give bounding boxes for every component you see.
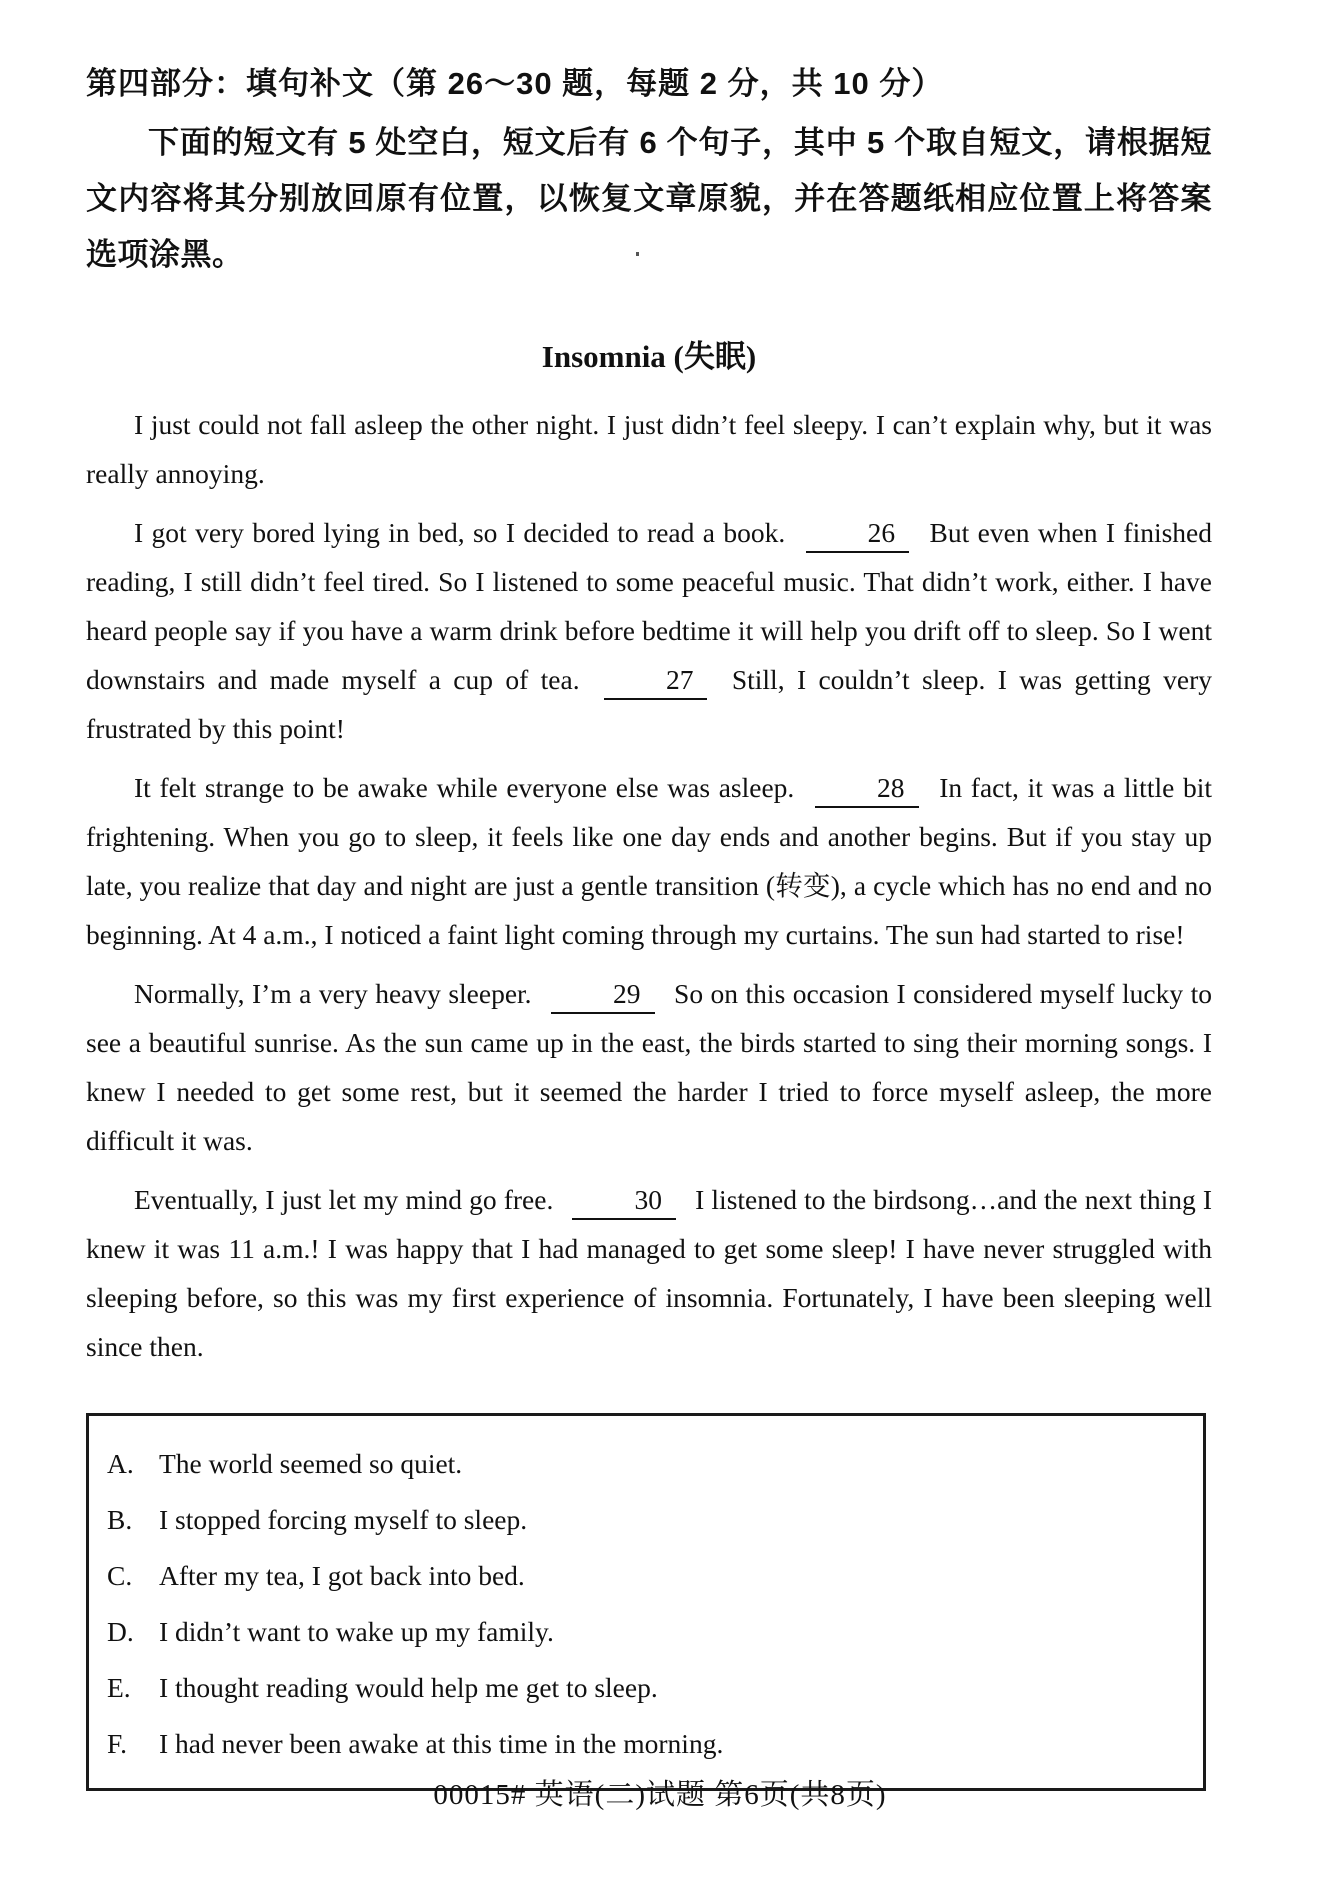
section-instructions: 下面的短文有 5 处空白，短文后有 6 个句子，其中 5 个取自短文，请根据短文内容将其分别放回原有位置，以恢复文章原貌，并在答题纸相应位置上将答案选项涂黑。 xyxy=(86,125,1212,272)
option-sentence: The world seemed so quiet. xyxy=(159,1448,463,1479)
option-letter: B. xyxy=(107,1504,133,1535)
passage-paragraph xyxy=(86,763,1212,959)
answer-blank-27: 27 xyxy=(604,662,708,700)
passage-text: It felt strange to be awake while everyone else was asleep. xyxy=(134,772,795,803)
option-f xyxy=(107,1716,1183,1772)
option-sentence: I had never been awake at this time in the morning. xyxy=(159,1728,724,1759)
answer-blank-28: 28 xyxy=(815,770,919,808)
answer-blank-29: 29 xyxy=(551,976,655,1014)
option-sentence: After my tea, I got back into bed. xyxy=(159,1560,525,1591)
option-sentence: I stopped forcing myself to sleep. xyxy=(159,1504,528,1535)
answer-blank-30: 30 xyxy=(572,1182,676,1220)
passage-text: I listened to the birdsong…and the next thing I knew it was 11 a.m.! I was happy that I had managed to get some sleep! I have never struggled with sleeping before, so this was my first experience of insomnia. Fortunately, I have been sleeping well since then. xyxy=(86,1184,1213,1362)
passage-text: In fact, it was a little bit frightening. When you go to sleep, it feels like one day ends and another begins. But if you stay up late, you realize that day and night are just a gentle transition (转变), a cycle which has no end and no beginning. At 4 a.m., I noticed a faint light coming through my curtains. The sun had started to rise! xyxy=(86,772,1213,950)
section-header: 第四部分：填句补文（第 26～30 题，每题 2 分，共 10 分） xyxy=(86,66,944,101)
passage-paragraph xyxy=(86,1175,1212,1371)
passage-text: Still, I couldn’t sleep. I was getting very frustrated by this point! xyxy=(86,664,1213,744)
passage-paragraph xyxy=(86,969,1212,1165)
option-letter: F. xyxy=(107,1728,127,1759)
answer-blank-26: 26 xyxy=(806,515,910,553)
passage-body xyxy=(86,400,1212,1371)
passage-title: Insomnia (失眠) xyxy=(541,339,757,374)
option-letter: D. xyxy=(107,1616,134,1647)
scan-artifact-dot xyxy=(636,252,639,256)
option-c xyxy=(107,1548,1183,1604)
option-sentence: I didn’t want to wake up my family. xyxy=(159,1616,554,1647)
option-d xyxy=(107,1604,1183,1660)
passage-paragraph xyxy=(86,400,1212,498)
passage-text: I just could not fall asleep the other night. I just didn’t feel sleepy. I can’t explain why, but it was really annoying. xyxy=(86,409,1212,489)
page-footer: 00015# 英语(二)试题 第6页(共8页) xyxy=(433,1779,887,1811)
option-letter: C. xyxy=(107,1560,133,1591)
passage-text: Normally, I’m a very heavy sleeper. xyxy=(134,978,532,1009)
option-sentence: I thought reading would help me get to sleep. xyxy=(159,1672,658,1703)
passage-text: Eventually, I just let my mind go free. xyxy=(134,1184,554,1215)
option-e xyxy=(107,1660,1183,1716)
option-b xyxy=(107,1492,1183,1548)
option-letter: A. xyxy=(107,1448,134,1479)
option-a xyxy=(107,1436,1183,1492)
options-box xyxy=(86,1413,1206,1791)
passage-paragraph xyxy=(86,508,1212,753)
passage-text: I got very bored lying in bed, so I decided to read a book. xyxy=(134,517,786,548)
passage-text: So on this occasion I considered myself lucky to see a beautiful sunrise. As the sun came up in the east, the birds started to sing their morning songs. I knew I needed to get some rest, but it seemed the harder I tried to force myself asleep, the more difficult it was. xyxy=(86,978,1212,1156)
passage-text: But even when I finished reading, I still didn’t feel tired. So I listened to some peaceful music. That didn’t work, either. I have heard people say if you have a warm drink before bedtime it will help you drift off to sleep. So I went downstairs and made myself a cup of tea. xyxy=(86,517,1213,695)
option-letter: E. xyxy=(107,1672,131,1703)
